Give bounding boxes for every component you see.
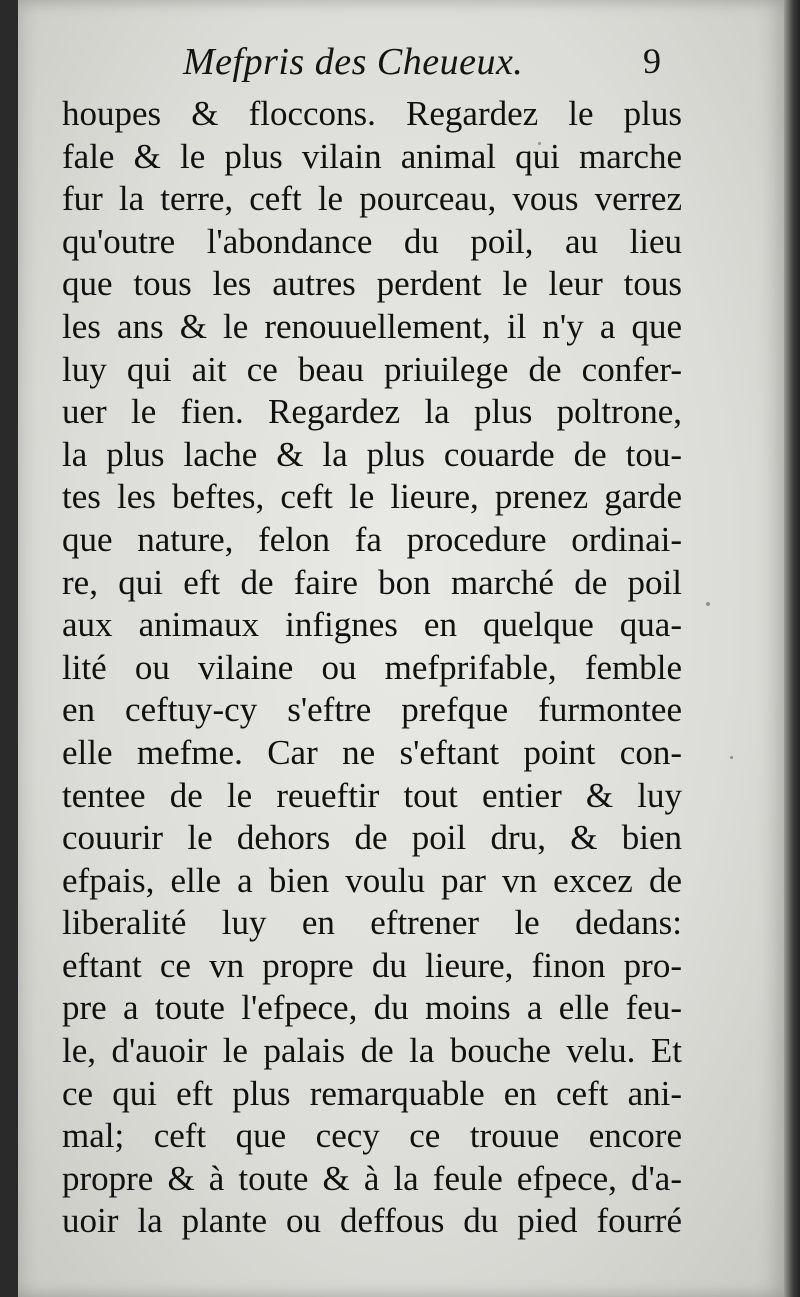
text-line: fur la terre, ceft le pourceau, vous verrez [62,179,682,219]
paper-speck [706,602,710,606]
book-page [18,0,786,1297]
text-line: aux animaux infignes en quelque qua- [62,605,682,645]
page-number: 9 [643,41,661,81]
text-line: luy qui ait ce beau priuilege de confer- [62,349,682,389]
text-line: en ceftuy-cy s'eftre prefque furmontee [62,690,682,730]
text-line: liberalité luy en eftrener le dedans: [62,903,682,943]
text-line: qu'outre l'abondance du poil, au lieu [62,221,682,261]
text-line: re, qui eft de faire bon marché de poil [62,562,682,602]
text-line: la plus lache & la plus couarde de tou- [62,434,682,474]
text-line: lité ou vilaine ou mefprifable, femble [62,647,682,687]
paper-speck [538,142,541,145]
text-line: uoir la plante ou deffous du pied fourré [62,1201,682,1241]
page-edge-shadow [784,0,800,1297]
body-text [62,93,682,1243]
text-line: tes les beftes, ceft le lieure, prenez garde [62,477,682,517]
text-line: eftant ce vn propre du lieure, finon pro- [62,945,682,985]
text-line: ce qui eft plus remarquable en ceft ani- [62,1073,682,1113]
text-line: fale & le plus vilain animal qui marche [62,136,682,176]
paper-speck [730,756,733,759]
running-head: Mefpris des Cheueux. [183,41,524,83]
text-line: elle mefme. Car ne s'eftant point con- [62,732,682,772]
text-line: mal; ceft que cecy ce trouue encore [62,1116,682,1156]
text-line: que nature, felon fa procedure ordinai- [62,519,682,559]
text-line: houpes & floccons. Regardez le plus [62,94,682,133]
text-line: que tous les autres perdent le leur tous [62,264,682,304]
text-line: efpais, elle a bien voulu par vn excez de [62,860,682,900]
text-line: couurir le dehors de poil dru, & bien [62,818,682,858]
text-line: propre & à toute & à la feule efpece, d'a- [62,1158,682,1198]
text-line: tentee de le reueftir tout entier & luy [62,775,682,815]
text-line: pre a toute l'efpece, du moins a elle feu- [62,988,682,1028]
text-line: les ans & le renouuellement, il n'y a que [62,306,682,346]
text-line: uer le fien. Regardez la plus poltrone, [62,392,682,432]
text-line: le, d'auoir le palais de la bouche velu. Et [62,1031,682,1071]
